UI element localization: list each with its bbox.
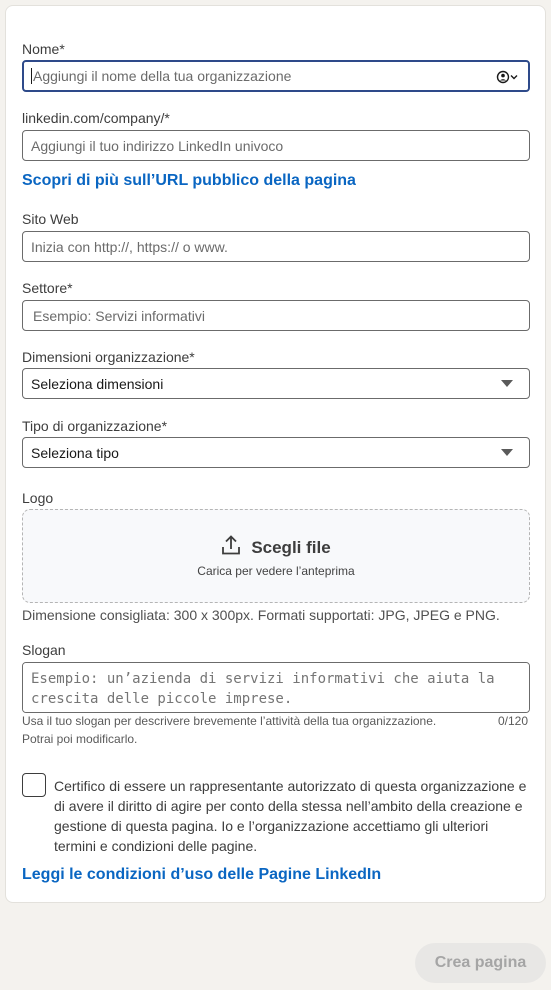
name-label: Nome* [22, 41, 65, 57]
website-input[interactable] [22, 231, 530, 262]
logo-helper-text: Dimensione consigliata: 300 x 300px. Formati supportati: JPG, JPEG e PNG. [22, 607, 500, 623]
company-size-select[interactable] [22, 368, 530, 399]
tagline-textarea[interactable] [22, 662, 530, 713]
company-size-label: Dimensioni organizzazione* [22, 349, 195, 365]
website-placeholder: Inizia con http://, https:// o www. [31, 238, 228, 255]
company-type-value: Seleziona tipo [31, 444, 119, 461]
upload-icon [221, 534, 241, 561]
dropdown-arrow-icon [501, 380, 513, 387]
tagline-label: Slogan [22, 642, 66, 658]
public-url-help-link[interactable]: Scopri di più sull’URL pubblico della pagina [22, 172, 356, 189]
name-input[interactable] [22, 60, 530, 92]
linkedin-url-label: linkedin.com/company/* [22, 110, 170, 126]
create-page-button[interactable]: Crea pagina [415, 943, 546, 983]
choose-file-label: Scegli file [251, 537, 331, 557]
website-label: Sito Web [22, 211, 79, 227]
terms-of-use-link[interactable]: Leggi le condizioni d’uso delle Pagine LinkedIn [22, 866, 382, 883]
certify-text: Certifico di essere un rappresentante autorizzato di questa organizzazione e di avere il diritto di agire per conto della stessa nell’ambito della creazione e gestione di questa pagina. Io e l’organizzazione accettiamo gli ulteriori termini e condizioni delle pagine. [54, 778, 527, 854]
tagline-helper-line2: Potrai poi modificarlo. [22, 732, 138, 746]
linkedin-url-input[interactable] [22, 130, 530, 161]
tagline-helper-line1: Usa il tuo slogan per descrivere brevemente l’attività della tua organizzazione. [22, 714, 437, 728]
logo-upload-area[interactable] [22, 509, 530, 603]
tagline-char-counter: 0/120 [498, 714, 529, 728]
industry-label: Settore* [22, 280, 73, 296]
logo-label: Logo [22, 490, 54, 506]
industry-placeholder: Esempio: Servizi informativi [33, 307, 205, 324]
choose-file-button[interactable] [23, 534, 529, 561]
account-picker-icon[interactable] [496, 69, 520, 85]
industry-input[interactable] [22, 300, 530, 331]
name-placeholder: Aggiungi il nome della tua organizzazione [33, 68, 292, 84]
text-caret [31, 68, 32, 84]
upload-preview-hint: Carica per vedere l’anteprima [197, 564, 355, 578]
dropdown-arrow-icon [501, 449, 513, 456]
linkedin-url-placeholder: Aggiungi il tuo indirizzo LinkedIn univoco [31, 137, 284, 154]
company-type-label: Tipo di organizzazione* [22, 418, 168, 434]
certify-checkbox[interactable] [22, 773, 46, 797]
company-type-select[interactable] [22, 437, 530, 468]
company-size-value: Seleziona dimensioni [31, 375, 164, 392]
